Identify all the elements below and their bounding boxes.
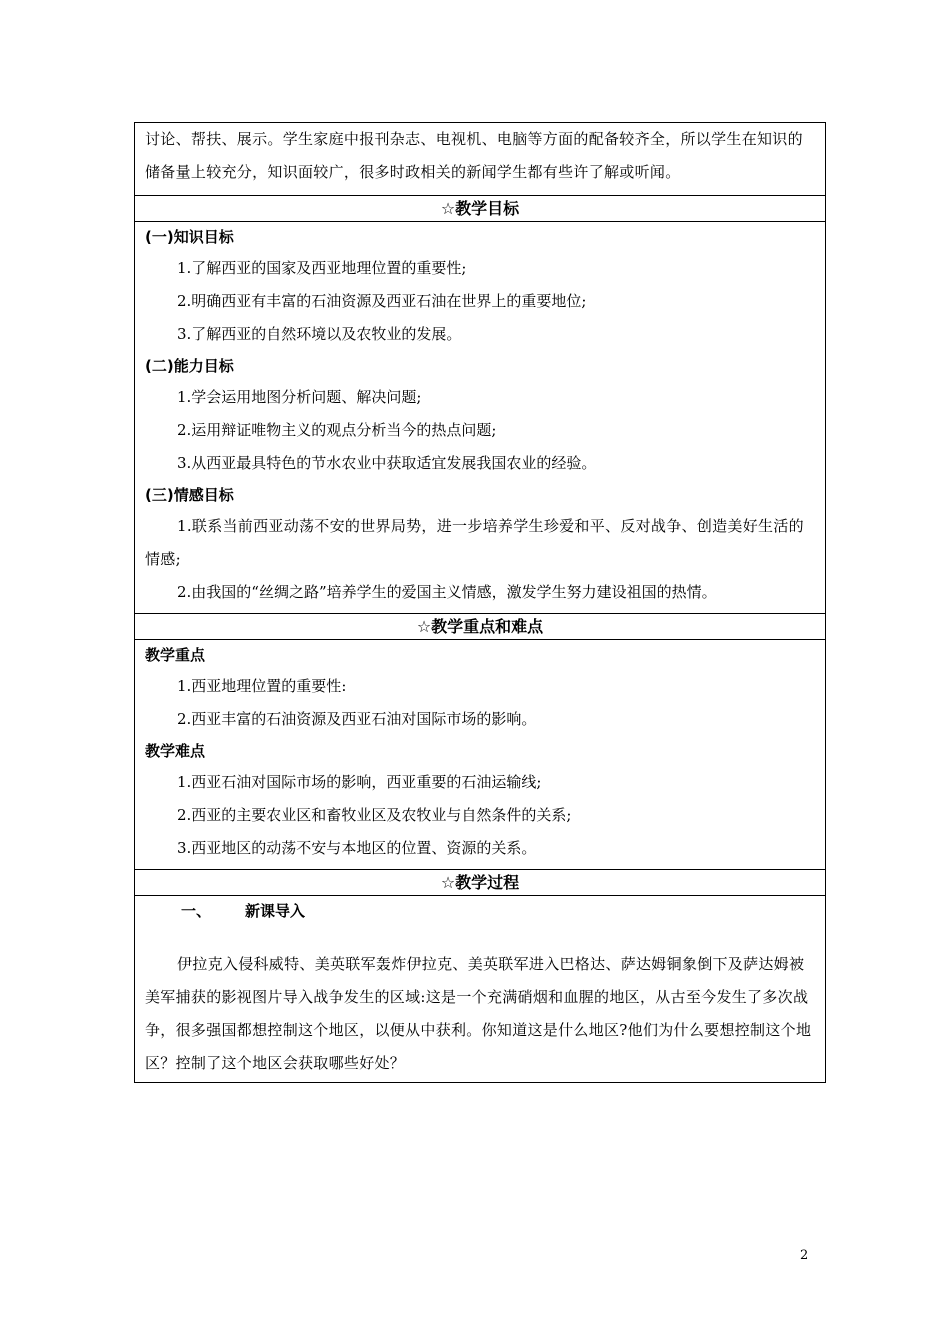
ability-heading: (二)能力目标 [145,357,234,375]
difficulty-heading: 教学难点 [145,742,206,760]
ability-item: 2.运用辩证唯物主义的观点分析当今的热点问题; [177,421,497,439]
difficulty-item: 2.西亚的主要农业区和畜牧业区及农牧业与自然条件的关系; [177,806,572,824]
knowledge-item: 2.明确西亚有丰富的石油资源及西亚石油在世界上的重要地位; [177,292,587,310]
difficulty-item: 1.西亚石油对国际市场的影响，西亚重要的石油运输线; [177,773,542,791]
ability-item: 3.从西亚最具特色的节水农业中获取适宜发展我国农业的经验。 [177,454,597,472]
keypoints-cell [135,640,825,870]
knowledge-heading: (一)知识目标 [145,228,234,246]
section-title: 新课导入 [245,902,306,920]
emotion-heading: (三)情感目标 [145,486,234,504]
objectives-cell [135,222,825,614]
objectives-header: ☆教学目标 [135,196,825,222]
intro-paragraph: 讨论、帮扶、展示。学生家庭中报刊杂志、电视机、电脑等方面的配备较齐全，所以学生在知识的储备量上较充分，知识面较广，很多时政相关的新闻学生都有些许了解或听闻。 [145,130,803,181]
emotion-item: 1.联系当前西亚动荡不安的世界局势，进一步培养学生珍爱和平、反对战争、创造美好生活的情感; [145,517,804,568]
intro-cell [135,123,825,196]
section-heading [145,896,815,926]
page-number: 2 [800,1248,809,1263]
emotion-item: 2.由我国的“丝绸之路”培养学生的爱国主义情感，激发学生努力建设祖国的热情。 [177,583,717,601]
knowledge-item: 1.了解西亚的国家及西亚地理位置的重要性; [177,259,467,277]
knowledge-item: 3.了解西亚的自然环境以及农牧业的发展。 [177,325,462,343]
section-number: 一、 [181,902,212,920]
focus-item: 2.西亚丰富的石油资源及西亚石油对国际市场的影响。 [177,710,537,728]
ability-item: 1.学会运用地图分析问题、解决问题; [177,388,422,406]
intro-narrative: 伊拉克入侵科威特、美英联军轰炸伊拉克、美英联军进入巴格达、萨达姆铜象倒下及萨达姆被美军捕获的影视图片导入战争发生的区域:这是一个充满硝烟和血腥的地区，从古至今发生了多次战争，很多强国都想控制这个地区，以便从中获利。你知道这是什么地区?他们为什么要想控制这个地区？控制了这个地区会获取哪些好处？ [145,955,812,1072]
focus-item: 1.西亚地理位置的重要性: [177,677,347,695]
lesson-plan-table [134,122,826,1083]
process-cell [135,896,825,1082]
process-header: ☆教学过程 [135,870,825,896]
focus-heading: 教学重点 [145,646,206,664]
spacer [145,926,815,948]
difficulty-item: 3.西亚地区的动荡不安与本地区的位置、资源的关系。 [177,839,537,857]
keypoints-header: ☆教学重点和难点 [135,614,825,640]
